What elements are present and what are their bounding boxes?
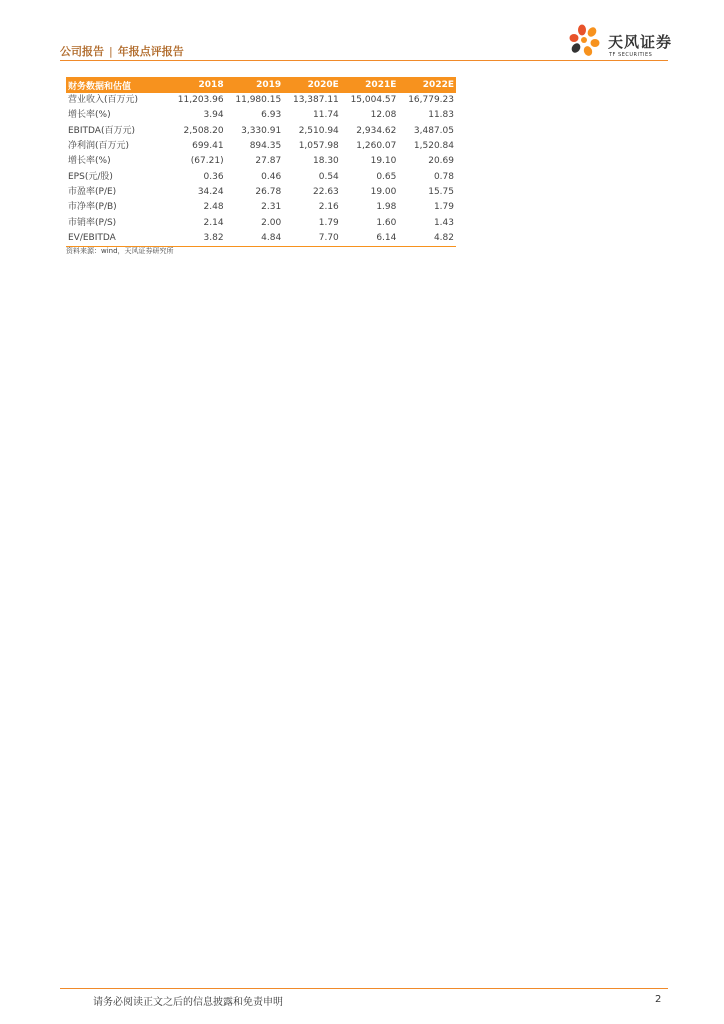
table-cell: 2,510.94: [298, 125, 339, 136]
table-row: [66, 108, 456, 123]
table-cell: 1.79: [433, 202, 454, 213]
row-label: 营业收入(百万元): [68, 95, 139, 106]
row-label: 增长率(%): [68, 156, 111, 167]
report-section: 公司报告: [60, 45, 104, 58]
table-cell: 3,330.91: [241, 125, 282, 136]
column-header: 2020E: [283, 77, 341, 93]
header-divider: [60, 60, 668, 61]
row-label: EV/EBITDA: [66, 231, 168, 247]
table-cell: 19.00: [370, 186, 397, 197]
report-header: [60, 43, 184, 59]
flower-logo-icon: [568, 22, 608, 60]
table-cell: 1,520.84: [413, 141, 454, 152]
column-header: 2018: [168, 77, 226, 93]
table-cell: 18.30: [313, 156, 339, 167]
table-row: [66, 154, 456, 169]
logo-name-cn: 天风证券: [608, 33, 673, 51]
table-cell: 3.94: [203, 110, 224, 121]
table-cell: 2.16: [318, 202, 339, 213]
table-cell: 15,004.57: [350, 95, 397, 106]
table-cell: 27.87: [255, 156, 282, 167]
table-cell: 2,508.20: [183, 125, 224, 136]
table-row: [66, 139, 456, 154]
table-cell: 2.48: [203, 202, 224, 213]
table-cell: 0.65: [376, 171, 397, 182]
table-cell: 699.41: [192, 141, 224, 152]
page-number: 2: [655, 994, 662, 1005]
column-header: 财务数据和估值: [66, 77, 168, 93]
table-cell: 4.82: [398, 231, 456, 247]
row-label: 市销率(P/S): [68, 217, 117, 228]
table-cell: 20.69: [428, 156, 454, 167]
table-row: [66, 93, 456, 108]
table-cell: 0.46: [261, 171, 282, 182]
table-cell: 3,487.05: [413, 125, 454, 136]
table-cell: 11.83: [428, 110, 454, 121]
table-cell: (67.21): [190, 156, 224, 167]
logo-name-en: TF SECURITIES: [609, 52, 653, 58]
table-row: [66, 185, 456, 200]
table-row: [66, 215, 456, 230]
table-cell: 1,057.98: [298, 141, 339, 152]
table-cell: 1.60: [376, 217, 397, 228]
row-label: 增长率(%): [68, 110, 111, 121]
table-row: [66, 231, 456, 247]
table-row: [66, 169, 456, 184]
table-cell: 0.36: [203, 171, 224, 182]
table-cell: 1.79: [318, 217, 339, 228]
column-header: 2019: [226, 77, 284, 93]
table-cell: 0.54: [318, 171, 339, 182]
footer-disclaimer: 请务必阅读正文之后的信息披露和免责申明: [93, 997, 283, 1008]
source-note: 资料来源：wind，天风证券研究所: [66, 247, 174, 255]
financial-table: [66, 77, 456, 247]
table-row: [66, 200, 456, 215]
table-cell: 26.78: [255, 186, 282, 197]
table-cell: 34.24: [197, 186, 224, 197]
company-logo: [568, 22, 678, 60]
table-row: [66, 124, 456, 139]
table-cell: 13,387.11: [292, 95, 339, 106]
table-cell: 2.00: [261, 217, 282, 228]
table-cell: 2.31: [261, 202, 282, 213]
footer-divider: [60, 988, 668, 989]
table-cell: 4.84: [226, 231, 284, 247]
table-cell: 6.14: [341, 231, 399, 247]
table-cell: 12.08: [370, 110, 397, 121]
table-cell: 2.14: [203, 217, 224, 228]
row-label: EBITDA(百万元): [68, 125, 135, 136]
row-label: 市净率(P/B): [68, 202, 117, 213]
table-cell: 22.63: [313, 186, 339, 197]
table-body: [66, 93, 456, 246]
table-cell: 16,779.23: [408, 95, 454, 106]
table-cell: 7.70: [283, 231, 341, 247]
report-subsection: 年报点评报告: [117, 45, 184, 58]
table-cell: 11,203.96: [177, 95, 224, 106]
column-header: 2021E: [341, 77, 399, 93]
table-header-row: [66, 77, 456, 93]
row-label: 市盈率(P/E): [68, 186, 117, 197]
table-cell: 0.78: [433, 171, 454, 182]
table-cell: 2,934.62: [356, 125, 397, 136]
table-cell: 11,980.15: [235, 95, 282, 106]
table-cell: 11.74: [313, 110, 339, 121]
column-header: 2022E: [398, 77, 456, 93]
table-cell: 19.10: [370, 156, 397, 167]
row-label: 净利润(百万元): [68, 141, 130, 152]
header-separator: |: [109, 45, 113, 58]
table-cell: 6.93: [261, 110, 282, 121]
table-cell: 1.98: [376, 202, 397, 213]
table-cell: 15.75: [428, 186, 454, 197]
row-label: EPS(元/股): [68, 171, 113, 182]
table-cell: 3.82: [168, 231, 226, 247]
table-cell: 1,260.07: [356, 141, 397, 152]
table-cell: 894.35: [249, 141, 282, 152]
table-cell: 1.43: [433, 217, 454, 228]
